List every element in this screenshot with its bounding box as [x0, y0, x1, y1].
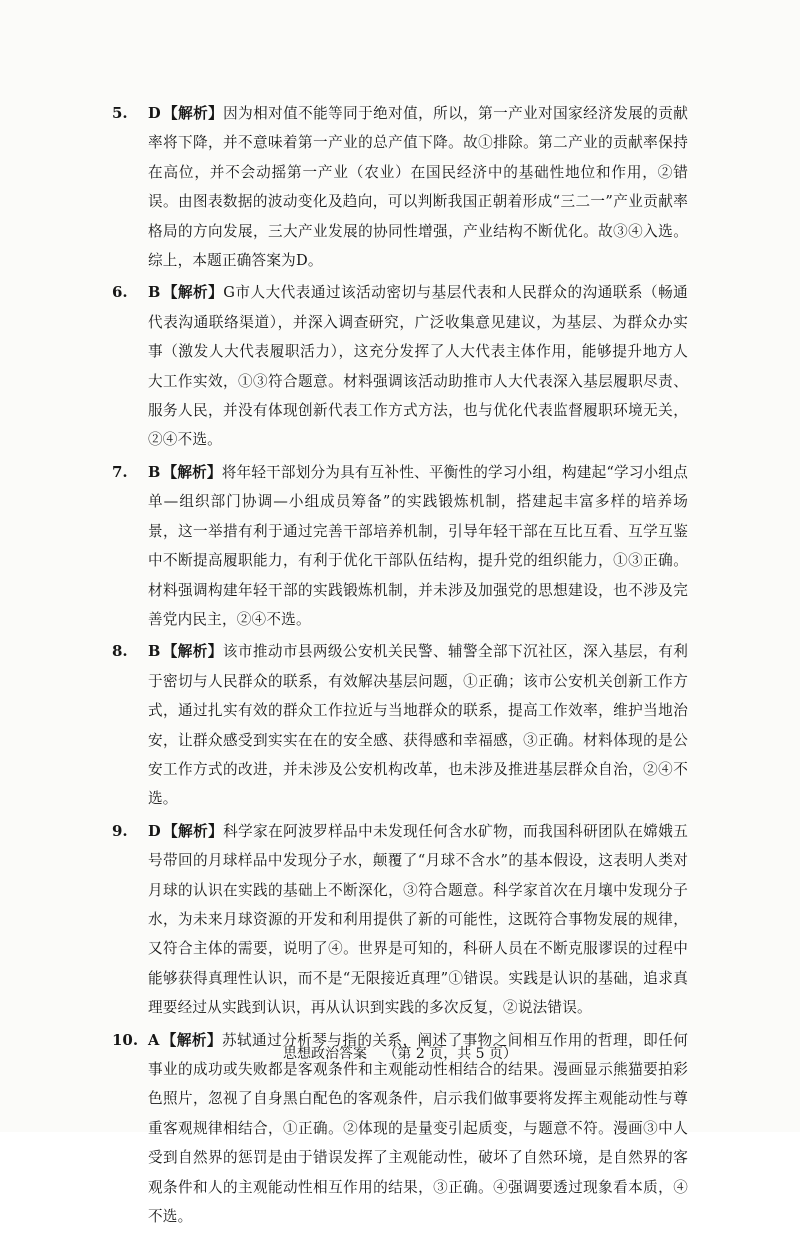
analysis-text: 苏轼通过分析琴与指的关系，阐述了事物之间相互作用的哲理，即任何事业的成功或失败都是客观条件和主观能动性相结合的结果。漫画显示熊猫要拍彩色照片，忽视了自身黑白配色的客观条件，启示我们做事要将发挥主观能动性与尊重客观规律相结合，①正确。②体现的是量变引起质变，与题意不符。漫画③中人受到自然界的惩罚是由于错误发挥了主观能动性，破坏了自然环境，是自然界的客观条件和人的主观能动性相互作用的结果，③正确。④强调要透过现象看本质，④不选。: [148, 1031, 688, 1226]
analysis-text: 该市推动市县两级公安机关民警、辅警全部下沉社区，深入基层，有利于密切与人民群众的联系，有效解决基层问题，①正确；该市公安机关创新工作方式，通过扎实有效的群众工作拉近与当地群众的联系，提高工作效率，维护当地治安，让群众感受到实实在在的安全感、获得感和幸福感，③正确。材料体现的是公安工作方式的改进，并未涉及公安机构改革，也未涉及推进基层群众自治，②④不选。: [148, 643, 688, 808]
analysis-tag: 【解析】: [161, 1031, 222, 1049]
item-body: [148, 99, 688, 275]
analysis-tag: 【解析】: [162, 284, 224, 302]
item-number: 10.: [112, 1030, 139, 1049]
item-number: 6.: [112, 283, 128, 302]
item-body: [148, 458, 688, 634]
analysis-text: 将年轻干部划分为具有互补性、平衡性的学习小组，构建起“学习小组点单—组织部门协调—小组成员筹备”的实践锻炼机制，搭建起丰富多样的培养场景，这一举措有利于通过完善干部培养机制，引导年轻干部在互比互看、互学互鉴中不断提高履职能力，有利于优化干部队伍结构，提升党的组织能力，①③正确。材料强调构建年轻干部的实践锻炼机制，并未涉及加强党的思想建设，也不涉及完善党内民主，②④不选。: [148, 463, 689, 628]
analysis-text: G市人大代表通过该活动密切与基层代表和人民群众的沟通联系（畅通代表沟通联络渠道），并深入调查研究，广泛收集意见建议，为基层、为群众办实事（激发人大代表履职活力），这充分发挥了人大代表主体作用，能够提升地方人大工作实效，①③符合题意。材料强调该活动助推市人大代表深入基层履职尽责、服务人民，并没有体现创新代表工作方式方法，也与优化代表监督履职环境无关，②④不选。: [148, 284, 688, 449]
answer-letter: D: [148, 822, 161, 840]
analysis-tag: 【解析】: [162, 463, 222, 481]
footer-subject: 思想政治答案: [282, 1046, 367, 1062]
item-number: 8.: [112, 642, 128, 661]
answer-item-6: [112, 278, 688, 454]
analysis-tag: 【解析】: [162, 105, 224, 122]
answer-letter: B: [148, 463, 161, 481]
item-body: [148, 817, 688, 1023]
answer-letter: B: [148, 643, 161, 661]
answer-item-8: [112, 637, 688, 813]
item-number: 5.: [112, 104, 128, 122]
analysis-text: 因为相对值不能等同于绝对值，所以，第一产业对国家经济发展的贡献率将下降，并不意味着第一产业的总产值下降。故①排除。第二产业的贡献率保持在高位，并不会动摇第一产业（农业）在国民经济中的基础性地位和作用，②错误。由图表数据的波动变化及趋向，可以判断我国正朝着形成“三二一”产业贡献率格局的方向发展，三大产业发展的协同性增强，产业结构不断优化。故③④入选。综上，本题正确答案为D。: [148, 105, 688, 270]
analysis-tag: 【解析】: [162, 822, 224, 840]
answer-letter: B: [148, 284, 161, 302]
item-body: [148, 278, 688, 454]
answer-letter: D: [148, 105, 161, 122]
page-footer: [0, 1044, 800, 1064]
footer-page-info: （第 2 页，共 5 页）: [383, 1046, 518, 1062]
answer-letter: A: [148, 1031, 160, 1049]
answer-item-5: [112, 99, 688, 275]
item-body: [148, 637, 688, 813]
item-number: 7.: [112, 462, 128, 481]
answer-item-9: [112, 817, 688, 1023]
analysis-tag: 【解析】: [162, 643, 223, 661]
item-number: 9.: [112, 821, 128, 840]
answer-item-7: [112, 458, 688, 634]
analysis-text: 科学家在阿波罗样品中未发现任何含水矿物，而我国科研团队在嫦娥五号带回的月球样品中发现分子水，颠覆了“月球不含水”的基本假设，这表明人类对月球的认识在实践的基础上不断深化，③符合题意。科学家首次在月壤中发现分子水，为未来月球资源的开发和利用提供了新的可能性，这既符合事物发展的规律，又符合主体的需要，说明了④。世界是可知的，科研人员在不断克服谬误的过程中能够获得真理性认识，而不是“无限接近真理”①错误。实践是认识的基础，追求真理要经过从实践到认识，再从认识到实践的多次反复，②说法错误。: [148, 822, 688, 1017]
